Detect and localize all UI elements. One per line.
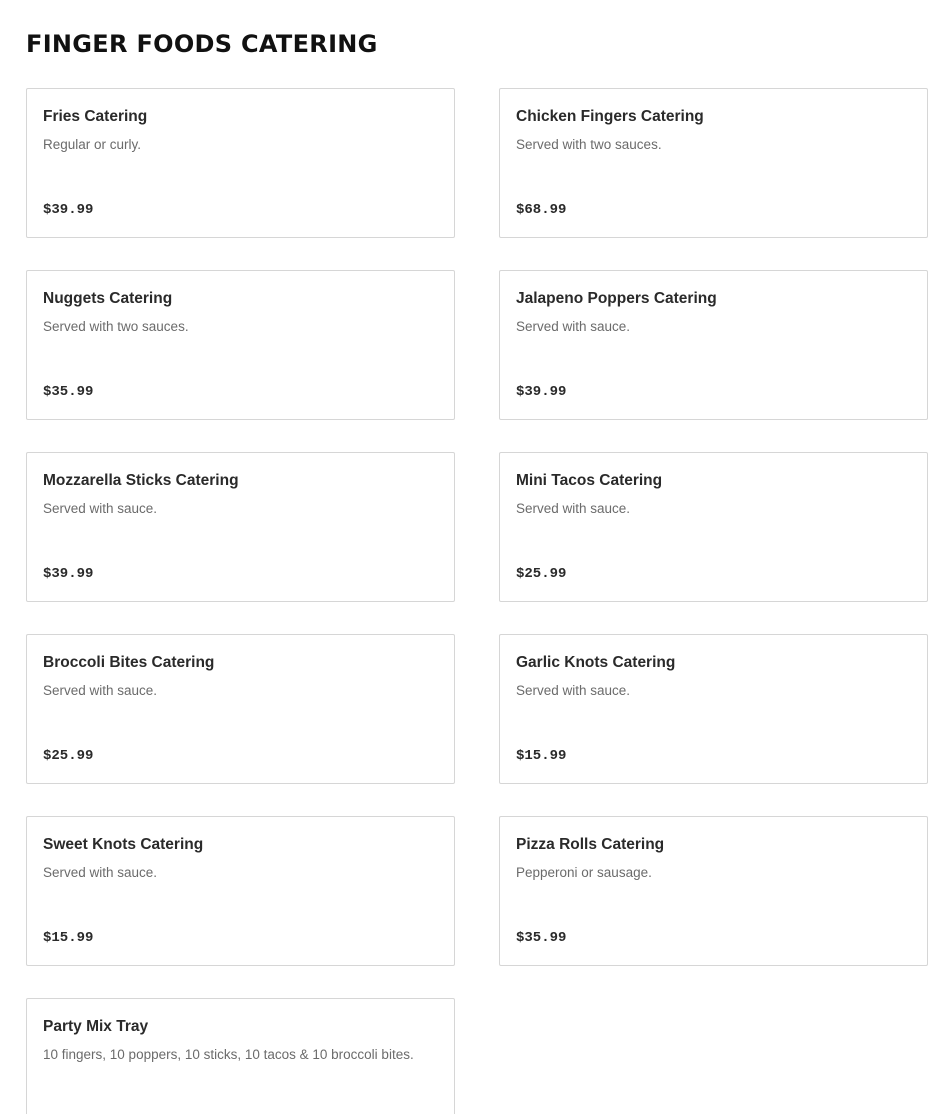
menu-item-description: Served with sauce. [516, 501, 631, 516]
menu-item-card[interactable] [26, 634, 455, 784]
menu-item-name: Party Mix Tray [43, 1018, 149, 1035]
menu-item-price: $15.99 [43, 930, 94, 946]
menu-item-price: $68.99 [516, 202, 567, 218]
menu-item-name: Mozzarella Sticks Catering [43, 472, 239, 489]
menu-item-name: Jalapeno Poppers Catering [516, 290, 717, 307]
menu-item-card[interactable] [26, 816, 455, 966]
menu-item-name: Sweet Knots Catering [43, 836, 204, 853]
menu-item-price: $25.99 [516, 566, 567, 582]
menu-item-card[interactable] [26, 998, 455, 1114]
menu-item-description: Regular or curly. [43, 137, 142, 152]
menu-item-description: Served with sauce. [516, 683, 631, 698]
menu-item-description: Served with sauce. [516, 319, 631, 334]
menu-item-card[interactable] [26, 452, 455, 602]
menu-item-price: $25.99 [43, 748, 94, 764]
menu-item-price: $39.99 [43, 202, 94, 218]
menu-item-description: Served with sauce. [43, 683, 158, 698]
menu-item-price: $39.99 [43, 566, 94, 582]
menu-item-name: Mini Tacos Catering [516, 472, 663, 489]
menu-item-name: Nuggets Catering [43, 290, 173, 307]
menu-item-card[interactable] [499, 270, 928, 420]
menu-item-description: Served with two sauces. [516, 137, 662, 152]
menu-item-card[interactable] [499, 634, 928, 784]
menu-item-name: Garlic Knots Catering [516, 654, 676, 671]
menu-item-name: Broccoli Bites Catering [43, 654, 215, 671]
menu-item-card[interactable] [499, 816, 928, 966]
menu-item-card[interactable] [26, 270, 455, 420]
menu-item-name: Chicken Fingers Catering [516, 108, 704, 125]
menu-item-price: $35.99 [516, 930, 567, 946]
menu-item-name: Fries Catering [43, 108, 148, 125]
menu-item-card[interactable] [26, 88, 455, 238]
menu-item-description: Served with sauce. [43, 501, 158, 516]
menu-item-card[interactable] [499, 88, 928, 238]
menu-item-price: $35.99 [43, 384, 94, 400]
menu-item-price: $39.99 [516, 384, 567, 400]
menu-item-grid [26, 88, 928, 1114]
menu-item-description: 10 fingers, 10 poppers, 10 sticks, 10 tacos & 10 broccoli bites. [43, 1047, 414, 1062]
menu-item-description: Served with two sauces. [43, 319, 189, 334]
menu-item-description: Pepperoni or sausage. [516, 865, 652, 880]
menu-item-description: Served with sauce. [43, 865, 158, 880]
section-title: FINGER FOODS CATERING [26, 30, 378, 58]
menu-item-card[interactable] [499, 452, 928, 602]
menu-item-price: $15.99 [516, 748, 567, 764]
menu-item-name: Pizza Rolls Catering [516, 836, 665, 853]
